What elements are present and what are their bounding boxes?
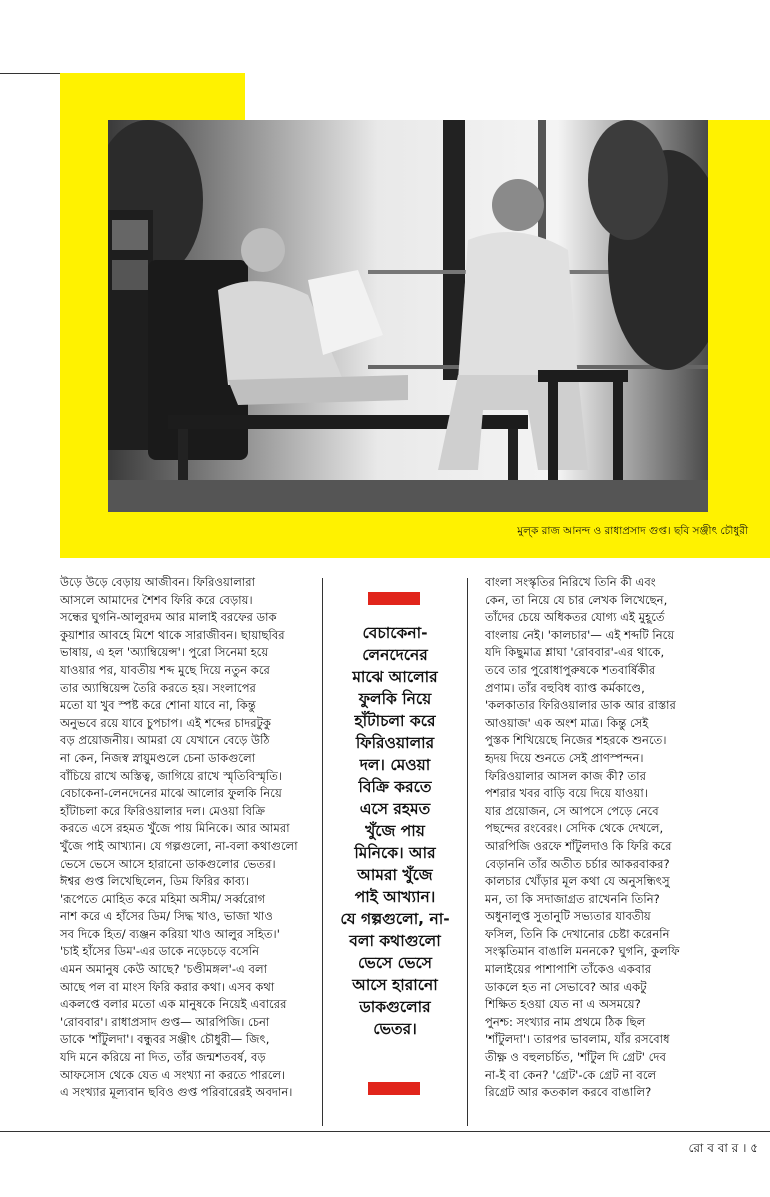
photo-two-men-conversation-icon [108,120,708,512]
column-divider-right [467,578,468,1126]
article-line: রিগ্রেট আর কতকাল করবে বাঙালি? [485,1085,652,1100]
article-line: এ সংখ্যার মূল্যবান ছবিও গুপ্ত পরিবারেরই অবদান। [60,1085,293,1100]
article-line: মন, তা কি সদাজাগ্রত রাখেননি তিনি? [485,891,660,906]
article-line: মালাইয়ের পাশাপাশি তাঁকেও একবার [485,962,652,977]
pull-quote-bar-top [368,592,420,605]
article-line: নাশ করে এ হাঁসের ডিম/ সিদ্ধ খাও, ভাজা খাও [60,909,273,924]
pull-quote-line: এসে রহমত [359,800,431,818]
pull-quote-line: যে গল্পগুলো, না- [340,910,450,928]
article-line: অধুনালুপ্ত সুতানুটি সভ্যতার যাবতীয় [485,909,651,924]
pull-quote-line: ভেতর। [373,1020,417,1038]
article-line: ফিরিওয়ালার আসল কাজ কী? তার [485,768,647,783]
pull-quote-line: হাঁটাচলা করে [354,712,436,730]
article-line: বাঁচিয়ে রাখে অস্তিত্ব, জাগিয়ে রাখে স্মৃতিবিস্মৃতি। [60,768,283,783]
article-line: করতে এসে রহমত খুঁজে পায় মিনিকে। আর আমরা [60,821,290,836]
article-line: তার অ্যাম্বিয়েন্স তৈরি করতে হয়। সংলাপের [60,680,256,695]
pull-quote-line: দল। মেওয়া [359,756,431,774]
article-line: 'রূপেতে মোহিত করে মহিমা অসীম/ সর্ব্বরোগ [60,891,266,906]
pull-quote-line: মাঝে আলোর [352,668,438,686]
article-line: যদি কিছুমাত্র শ্লাঘা 'রোববার'-এর থাকে, [485,645,665,660]
article-column-left [60,574,310,1102]
article-line: হৃদয় দিয়ে শুনতে সেই প্রাণস্পন্দন। [485,750,644,765]
article-photo [108,120,708,512]
article-line: ভাষায়, এ হল 'অ্যাম্বিয়েন্স'। পুরো সিনেমা হয়ে [60,645,269,660]
article-line: যাওয়ার পর, যাবতীয় শব্দ মুছে দিয়ে নতুন করে [60,662,270,677]
article-line: হাঁটাচলা করে ফিরিওয়ালার দল। মেওয়া বিক্রি [60,803,266,818]
article-line: আওয়াজ' এক অংশ মাত্র। কিন্তু সেই [485,715,649,730]
article-line: আফসোস থেকে যেত এ সংখ্যা না করতে পারলে। [60,1067,286,1082]
pull-quote-line: বলা কথাগুলো [349,932,441,950]
article-line: খুঁজে পাই আখ্যান। যে গল্পগুলো, না-বলা কথাগুলো [60,838,298,853]
article-line: ডাকে 'শাঁটুলদা'। বন্ধুবর সঞ্জীৎ চৌধুরী— জিৎ, [60,1032,270,1047]
article-line: 'রোববার'। রাধাপ্রসাদ গুপ্ত— আরপিজি। চেনা [60,1014,270,1029]
article-line: আরপিজি ওরফে শাঁটুলদাও কি ফিরি করে [485,838,672,853]
article-line: সংস্কৃতিমান বাঙালি মননকে? ঘুগনি, কুলফি [485,944,680,959]
page-footer: রো ব বা র । ৫ [688,1141,758,1155]
column-divider-left [322,578,323,1126]
article-line: বেচাকেনা-লেনদেনের মাঝে আলোর ফুলকি নিয়ে [60,786,282,801]
article-line: কালচার খোঁড়ার মূল কথা যে অনুসন্ধিৎসু [485,874,670,889]
article-line: কেন, তা নিয়ে যে চার লেখক লিখেছেন, [485,592,668,607]
article-line: আছে পল বা মাংস ফিরি করার কথা। এসব কথা [60,979,275,994]
article-line: যদি মনে করিয়ে না দিত, তাঁর জন্মশতবর্ষ, বড় [60,1050,266,1065]
article-line: কুয়াশার আবহে মিশে থাকে সারাজীবন। ছায়াছবির [60,627,285,642]
article-line: একলপ্তে বলার মতো এক মানুষকে নিয়েই এবারের [60,997,287,1012]
article-line: তীক্ষ্ণ ও বহুলচর্চিত, 'শাঁটুল দি গ্রেট' দেব [485,1050,666,1065]
article-line: বাংলা সংস্কৃতির নিরিখে তিনি কী এবং [485,575,656,589]
yellow-frame-notch [245,73,770,120]
pull-quote-line: লেনদেনের [362,646,428,664]
article-line: উড়ে উড়ে বেড়ায় আজীবন। ফিরিওয়ালারা [60,575,255,589]
article-line: আসলে আমাদের শৈশব ফিরি করে বেড়ায়। [60,592,253,607]
pull-quote-line: বিক্রি করতে [358,778,432,796]
pull-quote-line: বেচাকেনা- [362,624,428,642]
article-line: তাঁদের চেয়ে অধিকতর যোগ্য এই মুহূর্তে [485,610,665,625]
article-line: মতো যা খুব স্পষ্ট করে শোনা যাবে না, কিন্তু [60,698,256,713]
article-line: ভেসে ভেসে আসে হারানো ডাকগুলোর ভেতর। [60,856,276,871]
article-line: অনুভবে রয়ে যাবে চুপচাপ। এই শব্দের চাদরটুকু [60,715,272,730]
article-line: এমন অমানুষ কেউ আছে? 'চণ্ডীমঙ্গল'-এ বলা [60,962,267,977]
article-line: পুস্তক শিখিয়েছে নিজের শহরকে শুনতে। [485,733,667,748]
article-line: শিক্ষিত হওয়া যেত না এ অসময়ে? [485,997,641,1012]
article-line: বড় প্রয়োজনীয়। আমরা যে যেখানে বেড়ে উঠি [60,733,270,748]
article-line: পছন্দের রংবেরং। সেদিক থেকে দেখলে, [485,821,664,836]
article-line: যার প্রয়োজন, সে আপসে পেড়ে নেবে [485,803,659,818]
pull-quote-line: আসে হারানো [352,976,438,994]
pull-quote-line: মিনিকে। আর [354,844,436,862]
pull-quote-line: ডাকগুলোর [359,998,431,1016]
pull-quote-line: ফিরিওয়ালার [355,734,435,752]
article-line: 'কলকাতার ফিরিওয়ালার ডাক আর রাস্তার [485,698,676,713]
article-line: ঈশ্বর গুপ্ত লিখেছিলেন, ডিম ফিরির কাব্য। [60,874,249,889]
photo-caption: মুল্‌ক রাজ আনন্দ ও রাধাপ্রসাদ গুপ্ত। ছবি সঞ্জীৎ চৌধুরী [517,525,748,537]
article-column-right [485,574,740,1102]
pull-quote-line: পাই আখ্যান। [354,888,436,906]
article-line: পুনশ্চ: সংখ্যার নাম প্রথমে ঠিক ছিল [485,1014,646,1029]
pull-quote-line: খুঁজে পায় [365,822,425,840]
article-line: পশরার খবর বাড়ি বয়ে দিয়ে যাওয়া। [485,786,648,801]
article-line: প্রণাম। তাঁর বহুবিধ ব্যাপ্ত কর্মকাণ্ডে, [485,680,645,695]
article-line: ফসিল, তিনি কি দেখানোর চেষ্টা করেননি [485,926,670,941]
article-line: সব দিকে হিত/ ব্যঞ্জন করিয়া খাও আলুর সহিত।' [60,926,280,941]
article-line: বেড়াননি তাঁর অতীত চর্চার আকরবাকর? [485,856,670,871]
pull-quote [330,622,460,1040]
pull-quote-line: ভেসে ভেসে [357,954,432,972]
bottom-rule [0,1131,770,1132]
article-line: তবে তার পুরোধাপুরুষকে শতবার্ষিকীর [485,662,656,677]
article-line: না-ই বা কেন? 'গ্রেট'-কে গ্রেট না বলে [485,1067,657,1082]
pull-quote-bar-bottom [368,1082,420,1095]
pull-quote-line: আমরা খুঁজে [357,866,433,884]
article-line: 'শাঁটুলদা'। তারপর ভাবলাম, যাঁর রসবোধ [485,1032,670,1047]
article-line: ডাকলে হত না সেভাবে? আর একটু [485,979,647,994]
article-line: না কেন, নিজস্ব স্নায়ুমণ্ডলে চেনা ডাকগুলো [60,750,256,765]
article-line: 'চাই হাঁসের ডিম'-এর ডাকে নড়েচড়ে বসেনি [60,944,259,959]
pull-quote-line: ফুলকি নিয়ে [358,690,432,708]
article-line: সন্ধের ঘুগনি-আলুরদম আর মালাই বরফের ডাক [60,610,277,625]
article-line: বাংলায় নেই। 'কালচার'— এই শব্দটি নিয়ে [485,627,675,642]
